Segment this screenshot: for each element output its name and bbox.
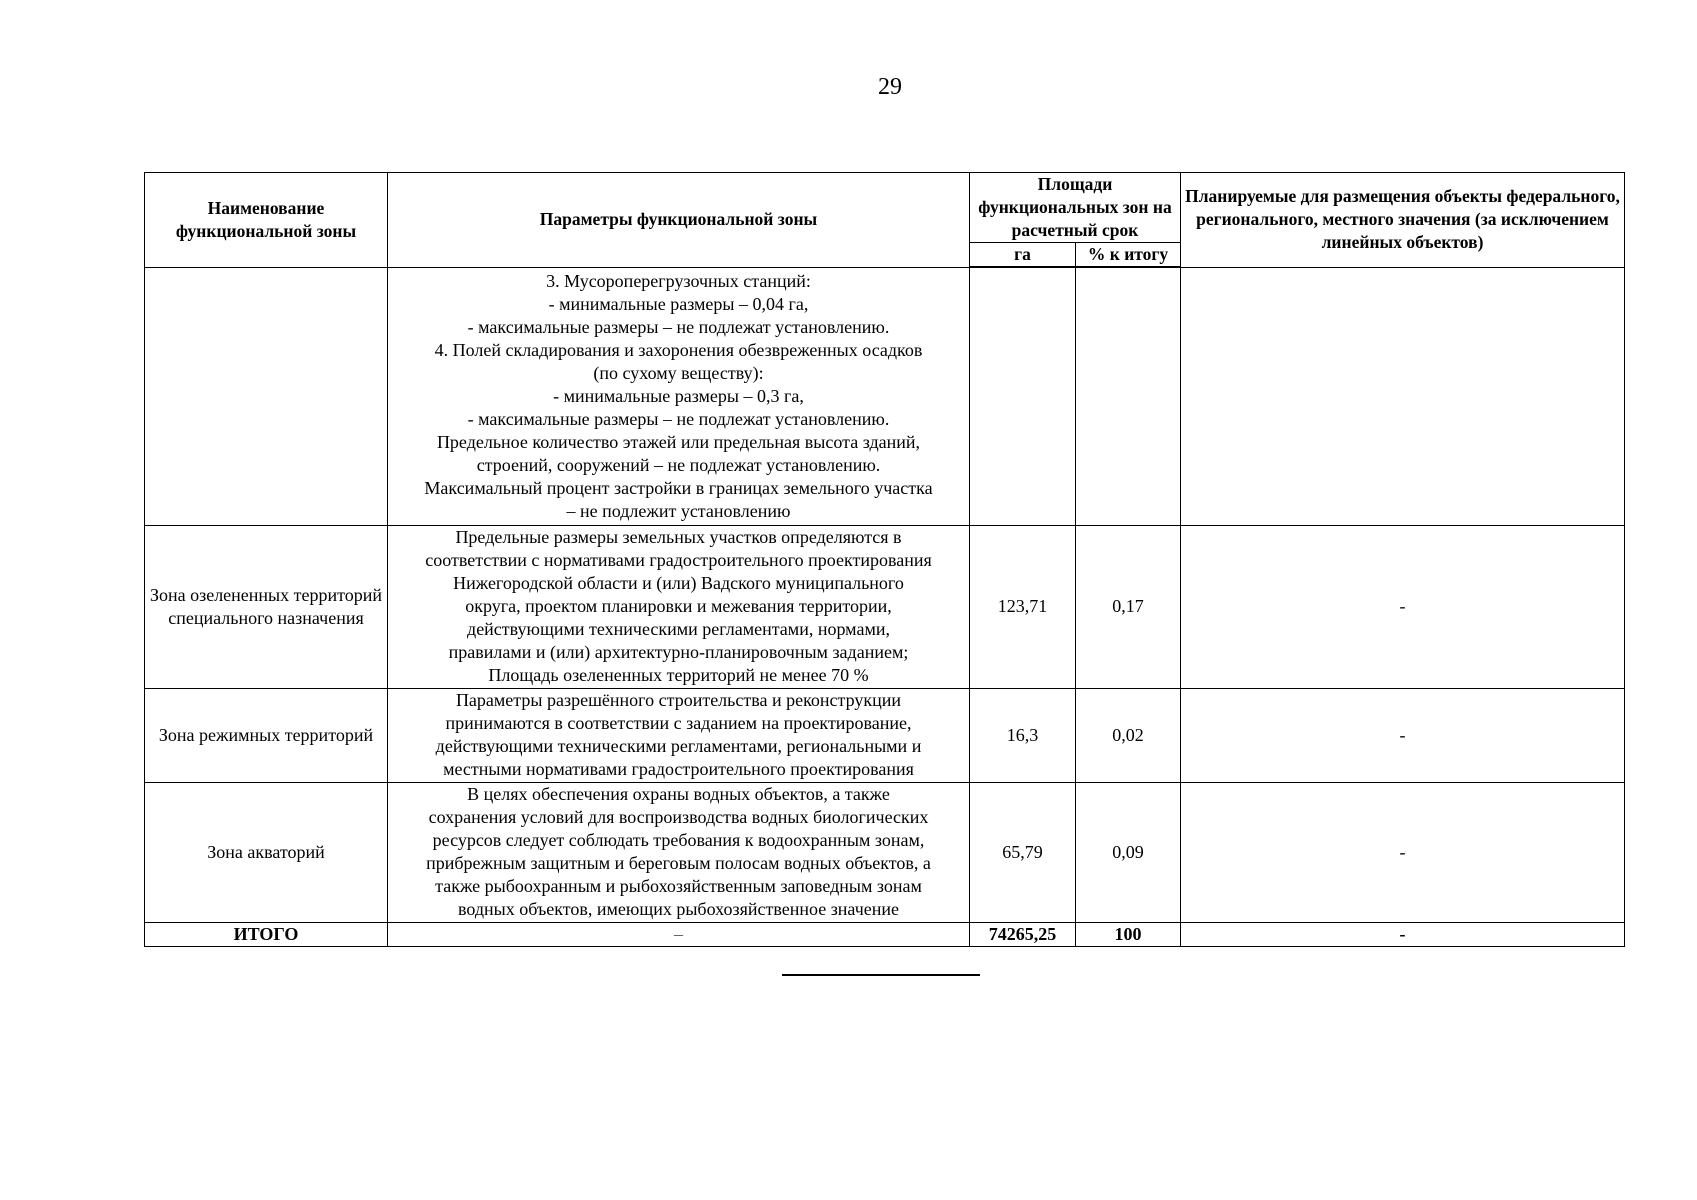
area-ha-cell: 123,71 <box>970 525 1076 688</box>
param-line: прибрежным защитным и береговым полосам водных объектов, а <box>426 853 931 873</box>
total-planned-objects: - <box>1181 922 1625 946</box>
header-zone-name: Наименование функциональной зоны <box>145 173 388 268</box>
param-line: В целях обеспечения охраны водных объектов, а также <box>467 784 890 804</box>
param-line: Нижегородской области и (или) Вадского муниципального <box>453 573 904 593</box>
planned-objects-cell: - <box>1181 688 1625 782</box>
param-line: принимаются в соответствии с заданием на проектирование, <box>445 713 912 733</box>
table-row <box>145 525 1625 688</box>
param-line: Предельное количество этажей или предельная высота зданий, <box>436 431 921 452</box>
functional-zones-table <box>144 172 1625 947</box>
header-area: Площади функциональных зон на расчетный срок <box>970 173 1181 243</box>
param-line: Параметры разрешённого строительства и реконструкции <box>455 690 902 710</box>
area-ha-cell <box>970 267 1076 525</box>
header-area-pct: % к итогу <box>1076 243 1181 268</box>
total-params-cell: – <box>388 922 970 946</box>
param-line: местными нормативами градостроительного проектирования <box>443 759 914 779</box>
area-pct-cell: 0,02 <box>1076 688 1181 782</box>
param-line: - максимальные размеры – не подлежат установлению. <box>467 408 890 429</box>
zone-name-cell: Зона режимных территорий <box>145 688 388 782</box>
param-line: также рыбоохранным и рыбохозяйственным заповедным зонам <box>435 876 922 896</box>
param-line: строений, сооружений – не подлежат установлению. <box>476 454 881 475</box>
param-line: Предельные размеры земельных участков определяются в <box>455 527 902 547</box>
zone-name-cell <box>145 267 388 525</box>
planned-objects-cell: - <box>1181 782 1625 922</box>
area-pct-cell: 0,09 <box>1076 782 1181 922</box>
param-line: Площадь озелененных территорий не менее 70 % <box>488 665 869 685</box>
zone-name-cell: Зона озелененных территорий специального назначения <box>145 525 388 688</box>
planned-objects-cell <box>1181 267 1625 525</box>
header-params: Параметры функциональной зоны <box>388 173 970 268</box>
param-line: – не подлежит установлению <box>566 500 791 521</box>
page-number: 29 <box>878 74 902 100</box>
zone-params-cell <box>388 688 970 782</box>
param-line: ресурсов следует соблюдать требования к водоохранным зонам, <box>432 830 925 850</box>
param-line: действующими техническими регламентами, региональными и <box>435 736 922 756</box>
param-line: - минимальные размеры – 0,3 га, <box>553 385 804 406</box>
area-pct-cell <box>1076 267 1181 525</box>
zone-params-cell <box>388 525 970 688</box>
table-row <box>145 688 1625 782</box>
param-line: правилами и (или) архитектурно-планировочным заданием; <box>448 642 909 662</box>
total-area-pct: 100 <box>1076 922 1181 946</box>
area-ha-cell: 16,3 <box>970 688 1076 782</box>
total-label: ИТОГО <box>145 922 388 946</box>
param-line: (по сухому веществу): <box>593 362 764 383</box>
planned-objects-cell: - <box>1181 525 1625 688</box>
param-line: действующими техническими регламентами, нормами, <box>467 619 890 639</box>
param-line: соответствии с нормативами градостроительного проектирования <box>425 550 932 570</box>
area-pct-cell: 0,17 <box>1076 525 1181 688</box>
param-line: округа, проектом планировки и межевания территории, <box>465 596 892 616</box>
zone-name-cell: Зона акваторий <box>145 782 388 922</box>
param-line: 4. Полей складирования и захоронения обезвреженных осадков <box>434 339 923 360</box>
footer-divider <box>782 974 980 976</box>
table-row <box>145 782 1625 922</box>
param-line: 3. Мусороперегрузочных станций: <box>546 270 811 291</box>
param-line: сохранения условий для воспроизводства водных биологических <box>428 807 929 827</box>
param-line: - минимальные размеры – 0,04 га, <box>548 293 809 314</box>
table-row <box>145 267 1625 525</box>
zone-params-cell <box>388 782 970 922</box>
header-planned-objects: Планируемые для размещения объекты федерального, регионального, местного значения (за исключением линейных объектов) <box>1181 173 1625 268</box>
param-line: - максимальные размеры – не подлежат установлению. <box>467 316 890 337</box>
total-area-ha: 74265,25 <box>970 922 1076 946</box>
area-ha-cell: 65,79 <box>970 782 1076 922</box>
zone-params-cell <box>388 267 970 525</box>
param-line: водных объектов, имеющих рыбохозяйственное значение <box>458 899 899 919</box>
param-line: Максимальный процент застройки в границах земельного участка <box>424 477 933 498</box>
total-row <box>145 922 1625 946</box>
header-area-ha: га <box>970 243 1076 268</box>
